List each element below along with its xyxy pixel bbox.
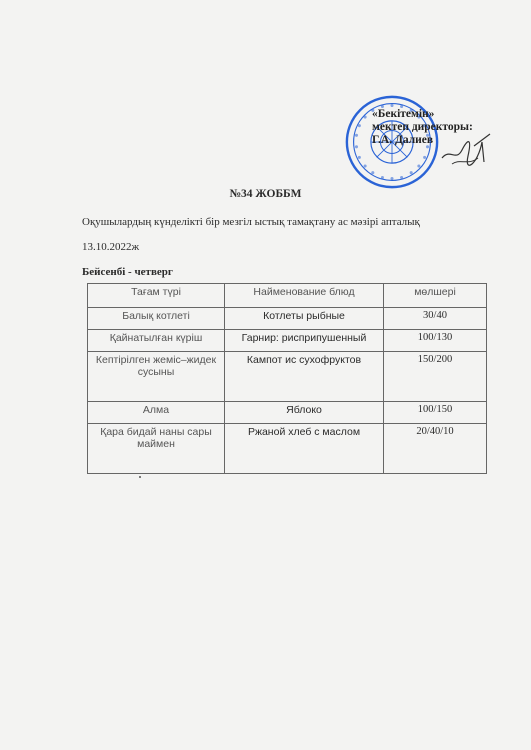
document-subtitle: Оқушылардың күнделікті бір мезгіл ыстық тамақтану ас мәзірі апталық: [82, 216, 420, 228]
cell-dish-type: Қара бидай наны сары маймен: [88, 424, 225, 474]
cell-portion: 30/40: [384, 308, 487, 330]
header-dish-type: Тағам түрі: [88, 284, 225, 308]
cell-portion: 20/40/10: [384, 424, 487, 474]
document-days: Бейсенбі - четверг: [82, 266, 173, 278]
cell-dish-type: Алма: [88, 402, 225, 424]
document-date: 13.10.2022ж: [82, 241, 140, 253]
cell-dish-name: Гарнир: рисприпушенный: [225, 330, 384, 352]
cell-dish-name: Ржаной хлеб с маслом: [225, 424, 384, 474]
ink-dot: [139, 476, 141, 478]
header-portion: мөлшері: [384, 284, 487, 308]
menu-table: [87, 283, 487, 474]
header-dish-name: Найменование блюд: [225, 284, 384, 308]
table-row: [88, 424, 487, 474]
cell-dish-type: Кептірілген жеміс–жидек сусыны: [88, 352, 225, 402]
cell-dish-name: Кампот ис сухофруктов: [225, 352, 384, 402]
approval-title: «Бекітемін»: [372, 108, 435, 120]
table-row: [88, 352, 487, 402]
table-row: [88, 402, 487, 424]
cell-portion: 100/130: [384, 330, 487, 352]
table-row: [88, 308, 487, 330]
cell-portion: 150/200: [384, 352, 487, 402]
cell-dish-name: Котлеты рыбные: [225, 308, 384, 330]
table-header-row: [88, 284, 487, 308]
cell-dish-name: Яблоко: [225, 402, 384, 424]
approval-block: [372, 108, 522, 147]
cell-dish-type: Қайнатылған күріш: [88, 330, 225, 352]
approval-name: Г.А. Далиев: [372, 134, 434, 146]
cell-dish-type: Балық котлеті: [88, 308, 225, 330]
cell-portion: 100/150: [384, 402, 487, 424]
table-row: [88, 330, 487, 352]
document-title: №34 ЖОББМ: [229, 188, 302, 200]
approval-position: мектеп директоры:: [372, 121, 473, 133]
